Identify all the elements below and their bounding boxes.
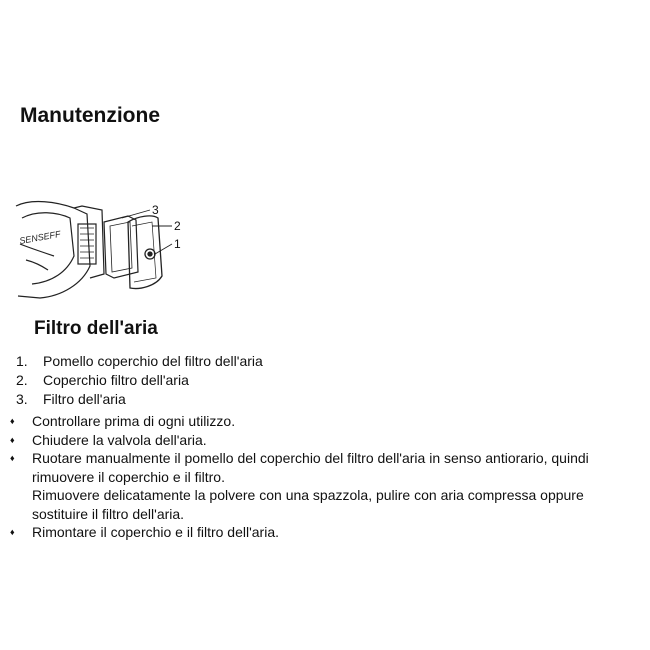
step-text-block xyxy=(32,449,640,523)
filter-cover xyxy=(128,216,162,289)
item-text: Pomello coperchio del filtro dell'aria xyxy=(43,353,263,369)
item-number: 1. xyxy=(16,353,28,369)
section-title: Filtro dell'aria xyxy=(34,318,158,339)
callout-1: 1 xyxy=(174,237,181,251)
list-item xyxy=(10,523,640,542)
callout-2: 2 xyxy=(174,219,181,233)
list-item xyxy=(16,371,263,390)
air-filter-diagram xyxy=(12,196,192,306)
steps-list xyxy=(10,412,640,542)
list-item xyxy=(10,431,640,450)
list-item xyxy=(16,390,263,409)
item-text: Coperchio filtro dell'aria xyxy=(43,372,189,388)
bullet-icon: ♦ xyxy=(10,416,15,426)
item-text: Filtro dell'aria xyxy=(43,391,126,407)
parts-list xyxy=(16,352,263,409)
step-text-continued: Rimuovere delicatamente la polvere con una spazzola, pulire con aria compressa oppure sostituire il filtro dell'aria. xyxy=(32,487,584,522)
step-text: Rimontare il coperchio e il filtro dell'aria. xyxy=(32,524,279,540)
page-title: Manutenzione xyxy=(20,104,160,127)
housing-brand-text: SENSEFF xyxy=(18,228,62,246)
list-item xyxy=(16,352,263,371)
bullet-icon: ♦ xyxy=(10,453,15,463)
step-text: Controllare prima di ogni utilizzo. xyxy=(32,413,236,429)
engine-housing xyxy=(16,202,104,298)
bullet-icon: ♦ xyxy=(10,527,15,537)
step-text: Ruotare manualmente il pomello del coperchio del filtro dell'aria in senso antiorario, quindi rimuovere il coperchio e il filtro. xyxy=(32,450,589,485)
list-item xyxy=(10,449,640,523)
item-number: 3. xyxy=(16,391,28,407)
bullet-icon: ♦ xyxy=(10,434,15,445)
filter-element xyxy=(104,216,138,278)
list-item xyxy=(10,412,640,431)
item-number: 2. xyxy=(16,372,28,388)
step-text: Chiudere la valvola dell'aria. xyxy=(32,431,207,448)
callout-3: 3 xyxy=(152,203,159,217)
